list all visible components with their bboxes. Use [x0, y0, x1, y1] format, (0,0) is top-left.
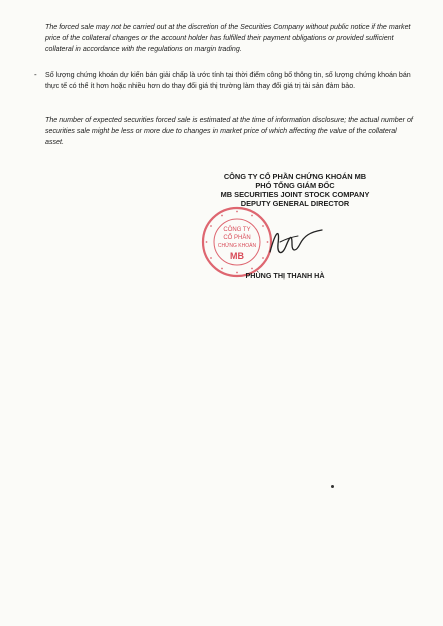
company-name-en: MB SECURITIES JOINT STOCK COMPANY — [220, 190, 370, 199]
bullet-marker: - — [34, 70, 37, 79]
seal-line-2: CỔ PHẦN — [223, 235, 251, 241]
seal-line-1: CÔNG TY — [223, 227, 251, 233]
page-mark — [331, 485, 334, 488]
signer-name: PHÙNG THỊ THANH HÀ — [245, 271, 325, 280]
seal-line-3: CHỨNG KHOÁN — [217, 243, 257, 249]
signer-title-en: DEPUTY GENERAL DIRECTOR — [240, 199, 350, 208]
handwritten-signature — [266, 222, 326, 262]
signature-block — [200, 172, 390, 208]
company-name-vi: CÔNG TY CỔ PHẦN CHỨNG KHOÁN MB — [223, 172, 367, 181]
signer-title-vi: PHÓ TỔNG GIÁM ĐỐC — [255, 181, 335, 190]
expected-quantity-paragraph-en: The number of expected securities forced sale is estimated at the time of information disclosure; the actual number of securities sale might be less or more due to changes in market price of which affecting the value of the collateral asset. — [45, 116, 413, 146]
forced-sale-discretion-paragraph: The forced sale may not be carried out at the discretion of the Securities Company without public notice if the market price of the collateral changes or the account holder has fulfilled their payment obligations or provided sufficient collateral in accordance with the regulations on margin trading. — [45, 23, 411, 53]
seal-line-4: MB — [230, 251, 244, 261]
company-seal-stamp — [200, 205, 274, 279]
expected-quantity-paragraph-vi: Số lượng chứng khoán dự kiến bán giải chấp là ước tính tại thời điểm công bố thông tin, số lượng chứng khoán bán thực tế có thể ít hơn hoặc nhiều hơn do thay đổi giá thị trường làm thay đổi giá trị tài sản đảm bảo. — [45, 71, 411, 90]
